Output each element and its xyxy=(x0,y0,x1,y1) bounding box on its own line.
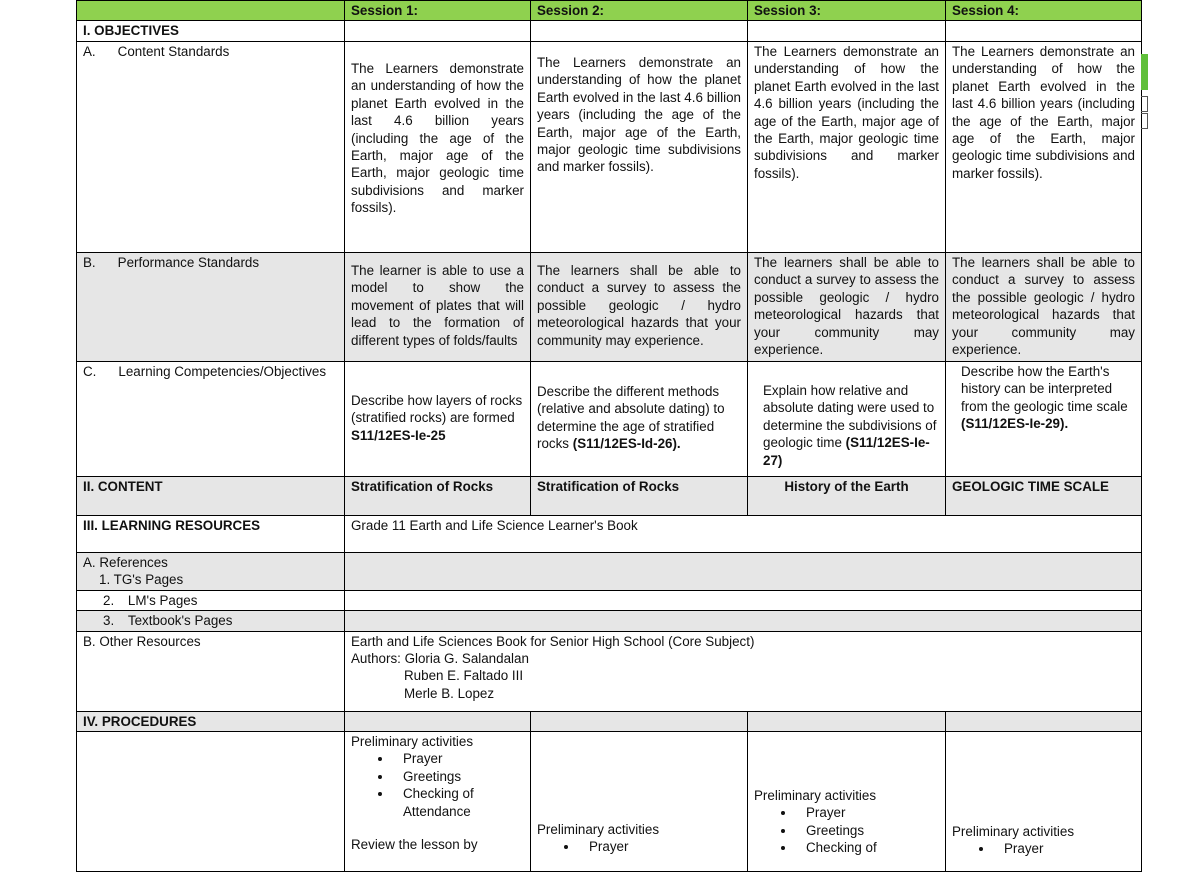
references-row xyxy=(77,552,1142,590)
lm-pages-row xyxy=(77,590,1142,610)
lm-pages-text: LM's Pages xyxy=(127,592,198,608)
lm-pages-label xyxy=(77,590,345,610)
references-label xyxy=(77,552,345,590)
prelim-s4: Preliminary activities xyxy=(952,823,1075,839)
other-resources-authors: Authors: Gloria G. Salandalan xyxy=(351,650,529,666)
attendance-s1: • Checking of Attendance xyxy=(393,785,524,820)
content-s2: Stratification of Rocks xyxy=(531,476,748,515)
other-resources-label: B. Other Resources xyxy=(77,631,345,711)
session-1-header: Session 1: xyxy=(345,1,531,21)
content-heading: II. CONTENT xyxy=(77,476,345,515)
textbook-pages-value xyxy=(345,611,1142,631)
textbook-pages-label xyxy=(77,611,345,631)
learning-resources-row xyxy=(77,515,1142,552)
objectives-heading: I. OBJECTIVES xyxy=(77,21,345,41)
competencies-s4 xyxy=(946,361,1142,476)
content-standards-label xyxy=(77,41,345,252)
side-scroll-tab[interactable] xyxy=(1141,54,1148,90)
performance-standards-s3: The learners shall be able to conduct a survey to assess the possible geologic / hydro meteorological hazards that your community may experience. xyxy=(748,252,946,361)
lm-pages-value xyxy=(345,590,1142,610)
competencies-s3-code: (S11/12ES-Ie-27) xyxy=(763,435,930,468)
prayer-s3: • Prayer xyxy=(796,804,939,821)
side-marker-box xyxy=(1141,113,1148,129)
content-standards-letter: A. xyxy=(83,43,96,59)
prelim-s2: Preliminary activities xyxy=(537,821,660,837)
tg-pages-label: 1. TG's Pages xyxy=(99,572,184,588)
procedures-s1 xyxy=(345,731,531,871)
content-s1: Stratification of Rocks xyxy=(345,476,531,515)
content-row xyxy=(77,476,1142,515)
performance-standards-s4: The learners shall be able to conduct a survey to assess the possible geologic / hydro meteorological hazards that your community may experience. xyxy=(946,252,1142,361)
references-heading: A. References xyxy=(83,554,168,570)
other-resources-author-3: Merle B. Lopez xyxy=(404,685,495,701)
daily-lesson-log-table xyxy=(76,0,1142,872)
content-standards-s1: The Learners demonstrate an understanding of how the planet Earth evolved in the last 4.6 billion years (including the age of the Earth, major age of the Earth, major geologic time subdivisions and marker fossils). xyxy=(345,41,531,252)
session-2-header: Session 2: xyxy=(531,1,748,21)
performance-standards-s1: The learner is able to use a model to show the movement of plates that will lead to the formation of different types of folds/faults xyxy=(345,252,531,361)
session-4-header: Session 4: xyxy=(946,1,1142,21)
greetings-s3: • Greetings xyxy=(796,822,939,839)
other-resources-value xyxy=(345,631,1142,711)
performance-standards-s2: The learners shall be able to conduct a survey to assess the possible geologic / hydro meteorological hazards that your community may experience. xyxy=(531,252,748,361)
competencies-name: Learning Competencies/Objectives xyxy=(118,363,327,379)
performance-standards-name: Performance Standards xyxy=(117,254,260,270)
lm-pages-number: 2. xyxy=(103,592,115,608)
prayer-s2: • Prayer xyxy=(579,838,741,855)
competencies-s3 xyxy=(748,361,946,476)
procedures-heading-row xyxy=(77,711,1142,731)
competencies-s1-code: S11/12ES-Ie-25 xyxy=(351,427,446,443)
competencies-s4-text: Describe how the Earth's history can be interpreted from the geologic time scale xyxy=(961,363,1128,414)
procedures-label-cell xyxy=(77,731,345,871)
side-marker-box xyxy=(1141,96,1148,112)
attendance-s3: • Checking of xyxy=(796,839,939,856)
header-blank-cell xyxy=(77,1,345,21)
competencies-s1 xyxy=(345,361,531,476)
greetings-s1: • Greetings xyxy=(393,768,524,785)
textbook-pages-text: Textbook's Pages xyxy=(127,613,233,629)
session-3-header: Session 3: xyxy=(748,1,946,21)
competencies-s1-text: Describe how layers of rocks (stratified rocks) are formed xyxy=(351,392,523,426)
learning-resources-heading: III. LEARNING RESOURCES xyxy=(77,515,345,552)
performance-standards-letter: B. xyxy=(83,254,96,270)
content-standards-s3: The Learners demonstrate an understanding of how the planet Earth evolved in the last 4.6 billion years (including the age of the Earth, major age of the Earth, major geologic time subdivisions and marker fossils). xyxy=(748,41,946,252)
textbook-pages-number: 3. xyxy=(103,613,115,629)
content-standards-s4: The Learners demonstrate an understanding of how the planet Earth evolved in the last 4.6 billion years (including the age of the Earth, major age of the Earth, major geologic time subdivisions and marker fossils). xyxy=(946,41,1142,252)
objectives-row xyxy=(77,21,1142,41)
competencies-s4-code: (S11/12ES-Ie-29). xyxy=(961,416,1069,432)
competencies-label xyxy=(77,361,345,476)
content-standards-name: Content Standards xyxy=(117,43,230,59)
content-standards-row xyxy=(77,41,1142,252)
references-value xyxy=(345,552,1142,590)
other-resources-row xyxy=(77,631,1142,711)
session-header-row xyxy=(77,1,1142,21)
procedures-row xyxy=(77,731,1142,871)
competencies-s2-code: (S11/12ES-Id-26). xyxy=(572,436,681,452)
procedures-s4 xyxy=(946,731,1142,871)
procedures-heading: IV. PROCEDURES xyxy=(77,711,345,731)
prayer-s4: • Prayer xyxy=(994,840,1135,857)
other-resources-author-2: Ruben E. Faltado III xyxy=(404,668,524,684)
competencies-letter: C. xyxy=(83,363,97,379)
content-standards-s2: The Learners demonstrate an understanding of how the planet Earth evolved in the last 4.6 billion years (including the age of the Earth, major age of the Earth, major geologic time subdivisions and marker fossils). xyxy=(531,41,748,252)
performance-standards-row xyxy=(77,252,1142,361)
prelim-s3: Preliminary activities xyxy=(754,787,877,803)
prelim-s1: Preliminary activities xyxy=(351,733,474,749)
learning-resources-value: Grade 11 Earth and Life Science Learner's Book xyxy=(345,515,1142,552)
other-resources-book: Earth and Life Sciences Book for Senior High School (Core Subject) xyxy=(351,633,755,649)
procedures-s2 xyxy=(531,731,748,871)
prayer-s1: • Prayer xyxy=(393,750,524,767)
textbook-pages-row xyxy=(77,611,1142,631)
competencies-s2-text: Describe the different methods (relative and absolute dating) to determine the age of stratified rocks xyxy=(537,383,725,452)
performance-standards-label xyxy=(77,252,345,361)
competencies-s2 xyxy=(531,361,748,476)
review-s1: Review the lesson by xyxy=(351,837,478,853)
procedures-s3 xyxy=(748,731,946,871)
content-s3: History of the Earth xyxy=(748,476,946,515)
competencies-s3-text: Explain how relative and absolute dating were used to determine the subdivisions of geologic time xyxy=(763,382,937,451)
content-s4: GEOLOGIC TIME SCALE xyxy=(946,476,1142,515)
competencies-row xyxy=(77,361,1142,476)
